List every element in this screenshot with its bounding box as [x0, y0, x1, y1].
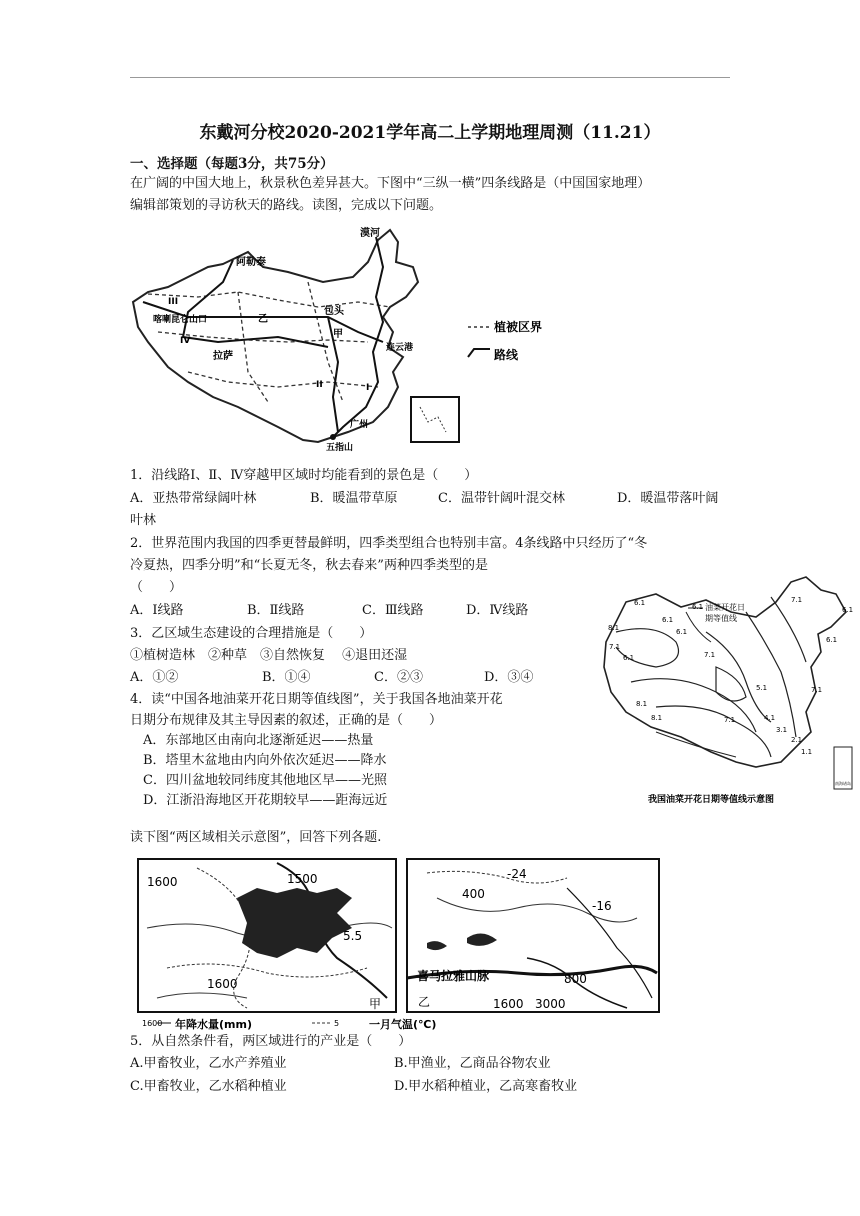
q3-option-c: C．②③ — [374, 670, 423, 685]
isoline-label: 7.1 — [811, 686, 823, 694]
left-value-5-5: 5.5 — [343, 929, 363, 943]
q5-option-c: C.甲畜牧业，乙水稻种植业 — [130, 1079, 287, 1094]
left-label-jia: 甲 — [369, 997, 382, 1011]
isoline-label: 2.1 — [791, 736, 803, 744]
q5-option-b: B.甲渔业，乙商品谷物农业 — [394, 1056, 551, 1071]
section-heading: 一、选择题（每题3分，共75分） — [130, 156, 334, 172]
q2-option-d: D．Ⅳ线路 — [466, 603, 529, 618]
isoline-label: 1.1 — [801, 748, 813, 756]
left-value-1600-bottom: 1600 — [207, 977, 238, 991]
right-value-neg16: -16 — [592, 899, 612, 913]
intro-line-2: 编辑部策划的寻访秋天的路线。读图，完成以下问题。 — [130, 198, 443, 213]
q4-option-d: D．江浙沿海地区开花期较早——距海远近 — [143, 793, 388, 808]
q5-stem: 5．从自然条件看，两区域进行的产业是（ ） — [130, 1034, 412, 1049]
q4-option-b: B．塔里木盆地由内向外依次延迟——降水 — [143, 753, 387, 768]
isoline-label: 4.1 — [764, 714, 776, 722]
intro-line-1: 在广阔的中国大地上，秋景秋色差异甚大。下图中“三纵一横”四条线路是（中国国家地理） — [130, 176, 651, 191]
right-label-himalaya: 喜马拉雅山脉 — [417, 969, 490, 983]
china-routes-map — [128, 222, 548, 452]
q3-stem: 3．乙区域生态建设的合理措施是（ ） — [130, 626, 373, 641]
q3-option-a: A．①② — [130, 670, 179, 685]
q5-option-a: A.甲畜牧业，乙水产养殖业 — [130, 1056, 287, 1071]
isoline-label: 3.1 — [776, 726, 788, 734]
isoline-label: 7.1 — [704, 651, 716, 659]
q1-option-a: A．亚热带常绿阔叶林 — [130, 491, 257, 506]
isoline-label: 6.1 — [842, 606, 854, 614]
legend-precip: 年降水量(mm) — [175, 1018, 252, 1031]
china-outline — [133, 230, 418, 442]
legend-route: 路线 — [494, 348, 519, 362]
legend-line-2: 期等值线 — [705, 614, 737, 623]
isoline-label: 6.1 — [634, 599, 646, 607]
isoline-label: 6.1 — [662, 616, 674, 624]
right-value-1600: 1600 — [493, 997, 524, 1011]
label-route-3: III — [168, 297, 179, 307]
q4-option-a: A．东部地区由南向北逐渐延迟——热量 — [143, 733, 374, 748]
page-title: 东戴河分校2020-2021学年高二上学期地理周测（11.21） — [199, 123, 661, 143]
q4-stem-1: 4．读“中国各地油菜开花日期等值线图”，关于我国各地油菜开花 — [130, 692, 503, 707]
q2-stem-2: 冷夏热，四季分明”和“长夏无冬，秋去春来”两种四季类型的是 — [130, 558, 488, 573]
q2-option-c: C．Ⅲ线路 — [362, 603, 424, 618]
isoline-label: 7.1 — [724, 716, 736, 724]
legend-temp: 一月气温(℃) — [369, 1018, 437, 1031]
right-value-800: 800 — [564, 972, 587, 986]
south-sea-inset — [411, 397, 459, 442]
label-guangzhou: 广州 — [350, 420, 369, 430]
q5-option-d: D.甲水稻种植业，乙高寒畜牧业 — [394, 1079, 578, 1094]
q3-option-d: D．③④ — [484, 670, 534, 685]
legend-vegetation-boundary: 植被区界 — [494, 320, 543, 334]
q3-items: ①植树造林 ②种草 ③自然恢复 ④退田还湿 — [130, 648, 408, 663]
isoline-label: 8.1 — [636, 700, 648, 708]
label-mohe: 漠河 — [360, 228, 380, 239]
q4-stem-2: 日期分布规律及其主导因素的叙述，正确的是（ ） — [130, 713, 443, 728]
q1-stem: 1．沿线路Ⅰ、Ⅱ、Ⅳ穿越甲区域时均能看到的景色是（ ） — [130, 468, 478, 483]
right-label-yi: 乙 — [418, 995, 431, 1009]
legend-line-1: 油菜开花日 — [705, 603, 745, 612]
q1-option-c: C．温带针阔叶混交林 — [438, 491, 565, 506]
label-yi: 乙 — [258, 314, 268, 325]
isoline-label: 6.1 — [692, 603, 704, 611]
q1-option-d-cont: 叶林 — [130, 513, 157, 528]
q3-option-b: B．①④ — [262, 670, 311, 685]
q1-option-d: D．暖温带落叶阔 — [617, 491, 719, 506]
label-route-2: II — [316, 380, 323, 390]
label-jia: 甲 — [333, 329, 343, 340]
two-regions-map — [137, 858, 661, 1032]
right-value-neg24: -24 — [507, 867, 527, 881]
right-value-3000: 3000 — [535, 997, 566, 1011]
q2-option-b: B．Ⅱ线路 — [247, 603, 305, 618]
isoline-label: 5.1 — [756, 684, 768, 692]
label-baotou: 包头 — [324, 306, 344, 317]
isoline-label: 7.1 — [609, 643, 621, 651]
isoline-label: 8.1 — [651, 714, 663, 722]
isoline-label: 6.1 — [826, 636, 838, 644]
q4-option-c: C．四川盆地较同纬度其他地区早——光照 — [143, 773, 387, 788]
q1-option-b: B．暖温带草原 — [310, 491, 398, 506]
map2-caption: 我国油菜开花日期等值线示意图 — [648, 795, 775, 805]
left-value-1600-top: 1600 — [147, 875, 178, 889]
intro-two-regions: 读下图“两区域相关示意图”，回答下列各题. — [130, 830, 382, 845]
legend-sample-5: 5 — [334, 1019, 340, 1028]
isoline-label: 8.1 — [608, 624, 620, 632]
inset-label: 南海诸岛 — [835, 781, 851, 786]
rapeseed-isoline-map — [596, 572, 858, 807]
legend-sample-1600: 1600 — [142, 1019, 163, 1028]
label-lianyungang: 连云港 — [386, 343, 414, 353]
isoline-label: 7.1 — [791, 596, 803, 604]
label-wuzhishan: 五指山 — [326, 443, 354, 452]
header-rule — [130, 77, 730, 78]
label-route-1: I — [366, 383, 370, 393]
label-aletai: 阿勒泰 — [236, 257, 266, 268]
label-route-4: IV — [180, 336, 191, 346]
q2-stem-1: 2．世界范围内我国的四季更替最鲜明，四季类型组合也特别丰富。4条线路中只经历了“冬 — [130, 536, 648, 551]
q2-option-a: A．Ⅰ线路 — [130, 603, 184, 618]
right-value-400: 400 — [462, 887, 485, 901]
label-lasa: 拉萨 — [213, 351, 233, 362]
isoline-label: 6.1 — [623, 654, 635, 662]
q2-paren: （ ） — [130, 580, 183, 595]
label-kunlun: 喀喇昆仑山口 — [153, 315, 208, 325]
left-value-1500: 1500 — [287, 872, 318, 886]
isoline-label: 6.1 — [676, 628, 688, 636]
